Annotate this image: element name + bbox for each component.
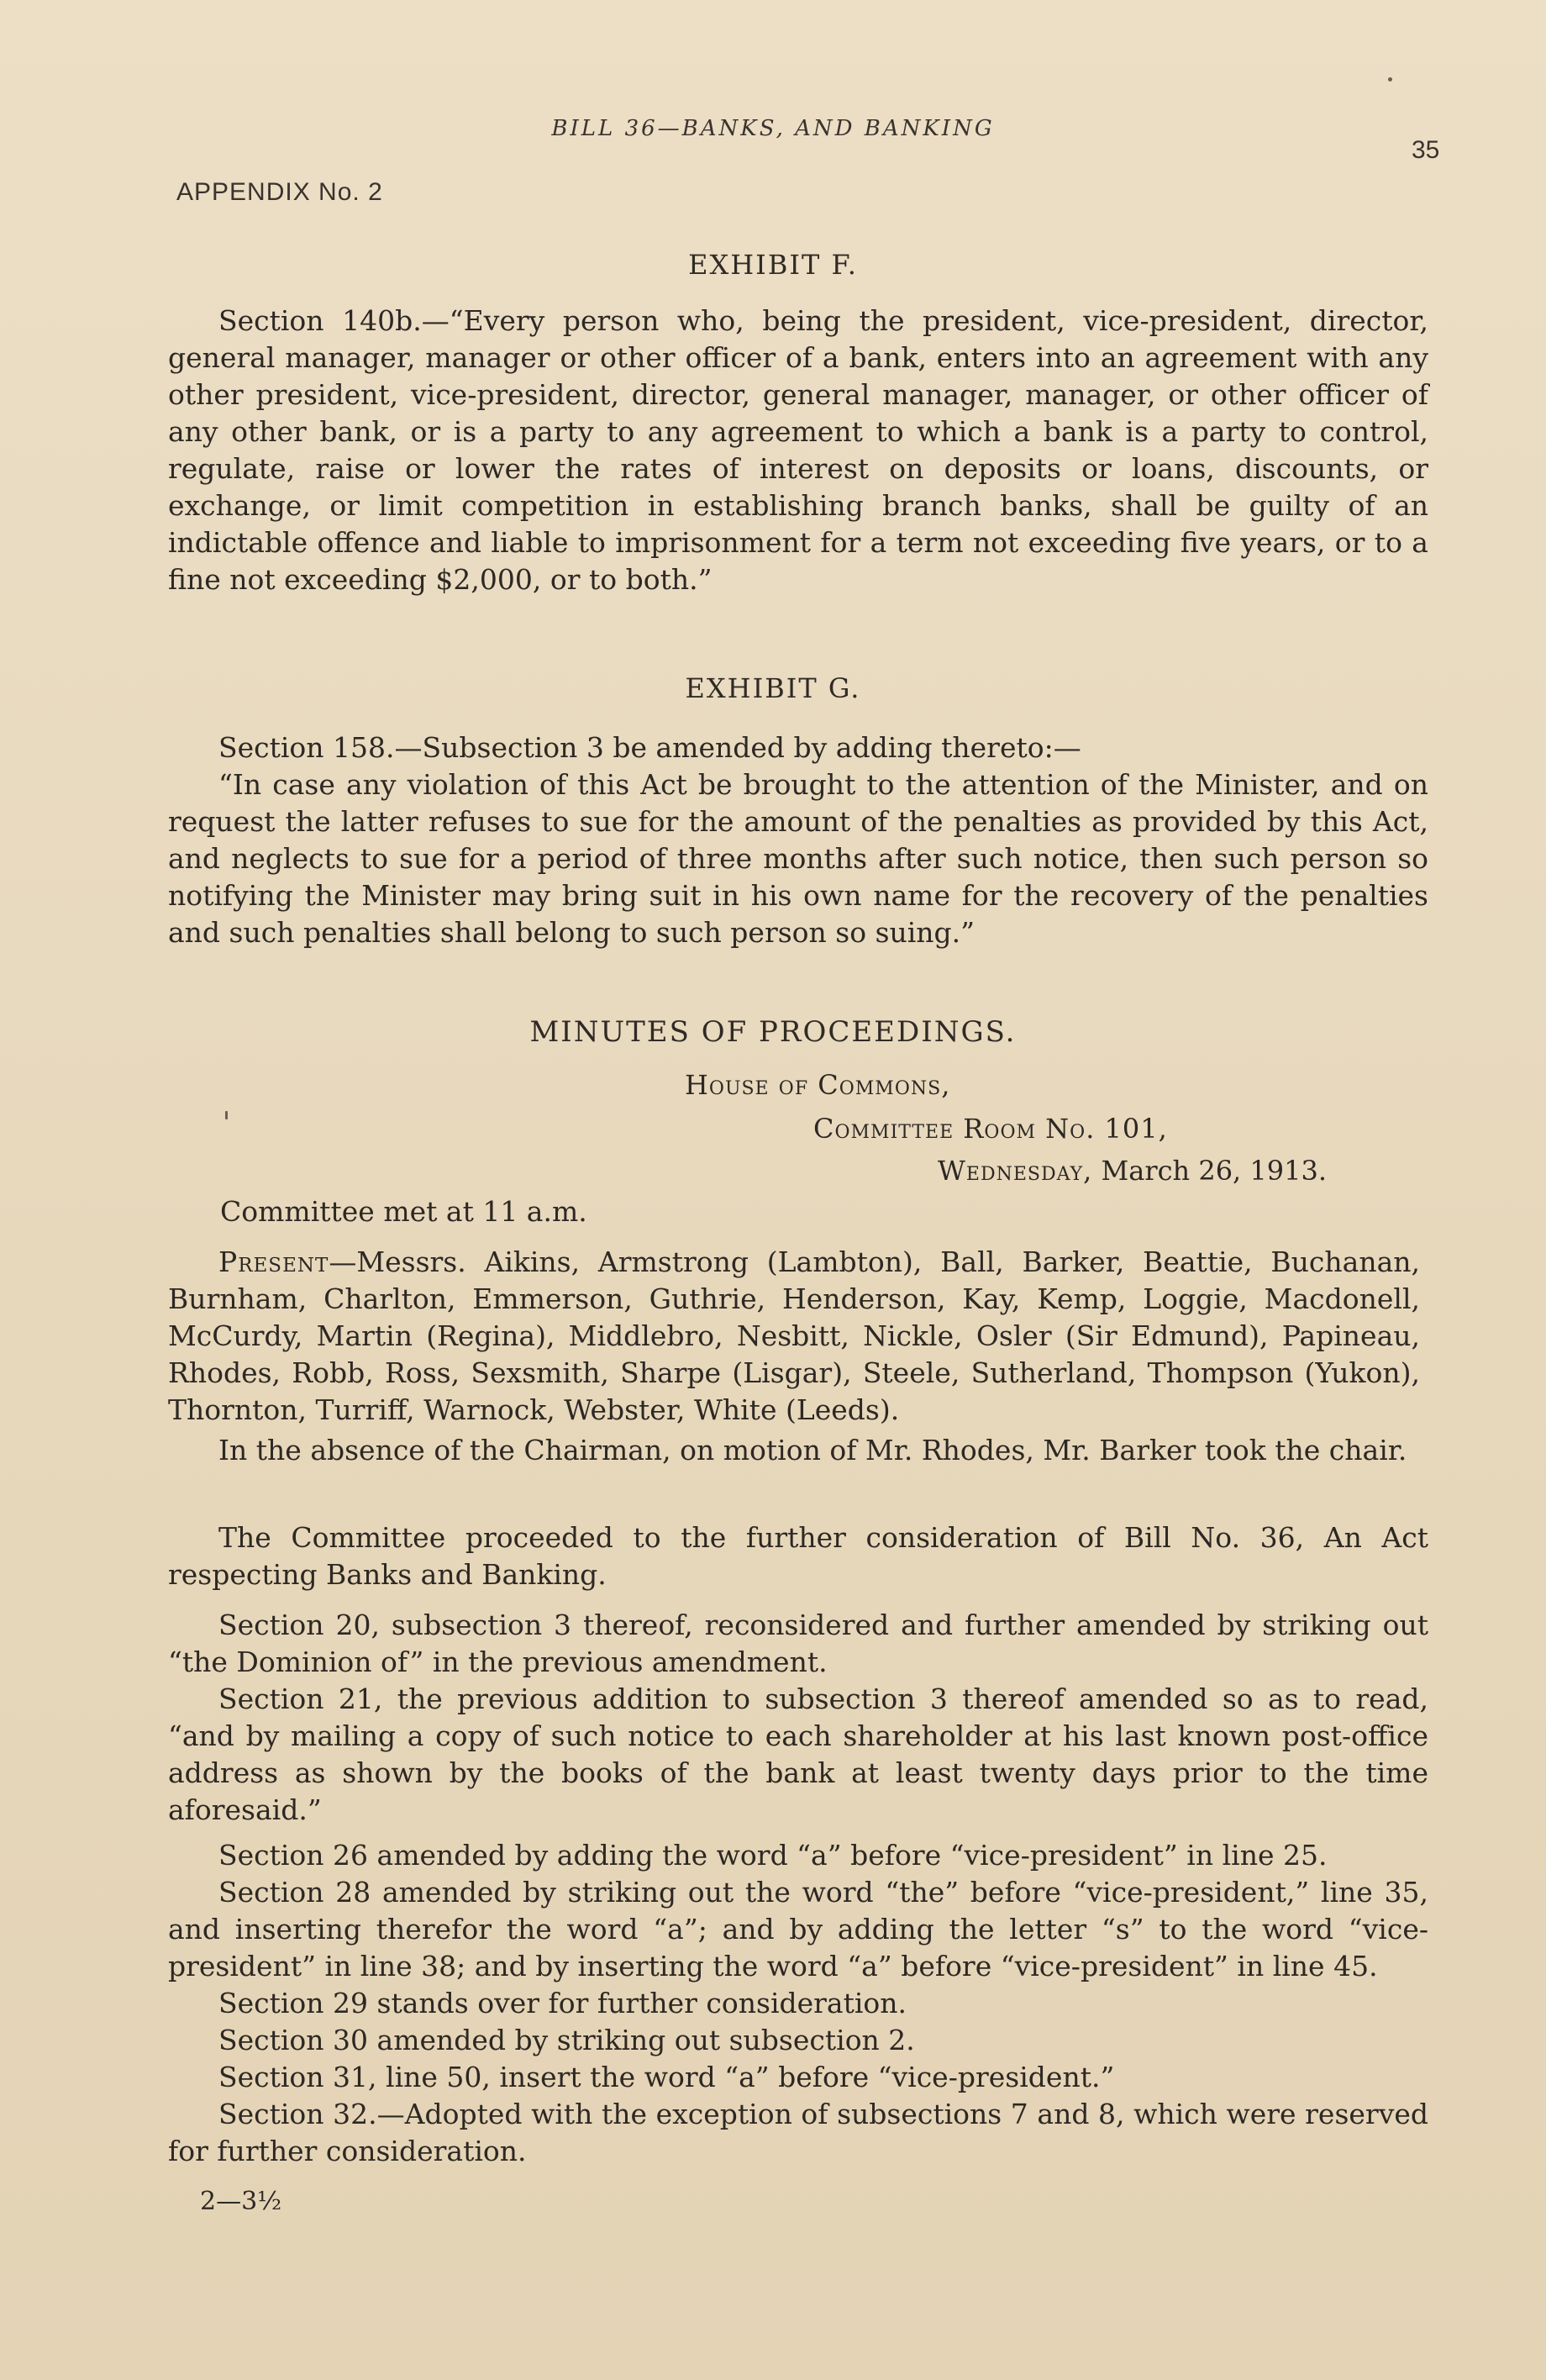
meeting-date-text: March 26, 1913. xyxy=(1101,1155,1327,1187)
exhibit-g-heading: EXHIBIT G. xyxy=(685,672,861,704)
exhibit-g-paragraph: “In case any violation of this Act be brought to the attention of the Minister, and on request the latter refuses to sue for the amount of the penalties as provided by this Act, and neglects to sue for a period of three months after such notice, then such person so notifying the Minister may bring suit in his own name for the recovery of the penalties and such penalties shall belong to such person so suing.” xyxy=(168,768,1428,949)
meeting-time: Committee met at 11 a.m. xyxy=(220,1195,587,1228)
section-30-text: Section 30 amended by striking out subsection 2. xyxy=(218,2024,915,2056)
section-32-text: Section 32.—Adopted with the exception of subsections 7 and 8, which were reserved for further consideration. xyxy=(168,2098,1428,2167)
section-28-text: Section 28 amended by striking out the word “the” before “vice-president,” line 35, and inserting therefor the word “a”; and by adding the letter “s” to the word “vice-president” in line 38; and by inserting the word “a” before “vice-president” in line 45. xyxy=(168,1876,1428,1982)
exhibit-g-intro: Section 158.—Subsection 3 be amended by adding thereto:— xyxy=(218,731,1081,764)
minutes-heading: MINUTES OF PROCEEDINGS. xyxy=(529,1015,1017,1049)
section-31-text: Section 31, line 50, insert the word “a” before “vice-president.” xyxy=(218,2061,1115,2093)
exhibit-g-text xyxy=(168,729,1428,951)
paper-speck xyxy=(225,1111,228,1119)
chair-text: In the absence of the Chairman, on motion of Mr. Rhodes, Mr. Barker took the chair. xyxy=(218,1434,1407,1466)
present-members: —Messrs. Aikins, Armstrong (Lambton), Ball, Barker, Beattie, Buchanan, Burnham, Charlton, Emmerson, Guthrie, Henderson, Kay, Kemp, Loggie, Macdonell, McCurdy, Martin (Regina), Middlebro, Nesbitt, Nickle, Osler (Sir Edmund), Papineau, Rhodes, Robb, Ross, Sexsmith, Sharpe (Lisgar), Steele, Sutherland, Thompson (Yukon), Thornton, Turriff, Warnock, Webster, White (Leeds). xyxy=(168,1245,1420,1426)
address-house: House of Commons, xyxy=(685,1069,951,1101)
meeting-weekday: Wednesday, xyxy=(938,1155,1093,1187)
folio-mark: 2—3½ xyxy=(200,2187,282,2216)
consideration-paragraph xyxy=(168,1519,1428,1593)
consideration-text: The Committee proceeded to the further consideration of Bill No. 36, An Act respecting Banks and Banking. xyxy=(168,1521,1428,1591)
amendments-block-2 xyxy=(168,1837,1428,2170)
page-number: 35 xyxy=(1412,136,1440,164)
exhibit-f-heading: EXHIBIT F. xyxy=(688,249,858,281)
meeting-date xyxy=(938,1155,1327,1187)
present-paragraph xyxy=(168,1244,1420,1429)
paper-speck xyxy=(1388,77,1392,82)
chair-paragraph xyxy=(168,1432,1428,1469)
section-26-text: Section 26 amended by adding the word “a” before “vice-president” in line 25. xyxy=(218,1839,1328,1872)
section-20-text: Section 20, subsection 3 thereof, reconsidered and further amended by striking out “the Dominion of” in the previous amendment. xyxy=(168,1609,1428,1678)
address-room: Committee Room No. 101, xyxy=(813,1113,1168,1145)
appendix-label: APPENDIX No. 2 xyxy=(176,178,383,206)
present-list xyxy=(168,1244,1420,1429)
running-head: BILL 36—BANKS, AND BANKING xyxy=(551,116,995,141)
exhibit-f-paragraph: Section 140b.—“Every person who, being the president, vice-president, director, general manager, manager or other officer of a bank, enters into an agreement with any other president, vice-president, director, general manager, manager, or other officer of any other bank, or is a party to any agreement to which a bank is a party to control, regulate, raise or lower the rates of interest on deposits or loans, discounts, or exchange, or limit competition in establishing branch banks, shall be guilty of an indictable offence and liable to imprisonment for a term not exceeding five years, or to a fine not exceeding $2,000, or to both.” xyxy=(168,304,1428,596)
amendments-block-1 xyxy=(168,1607,1428,1829)
exhibit-f-text xyxy=(168,303,1428,598)
section-29-text: Section 29 stands over for further consideration. xyxy=(218,1987,907,2019)
present-label: Present xyxy=(218,1245,329,1278)
section-21-text: Section 21, the previous addition to subsection 3 thereof amended so as to read, “and by mailing a copy of such notice to each shareholder at his last known post-office address as shown by the books of the bank at least twenty days prior to the time aforesaid.” xyxy=(168,1682,1428,1826)
